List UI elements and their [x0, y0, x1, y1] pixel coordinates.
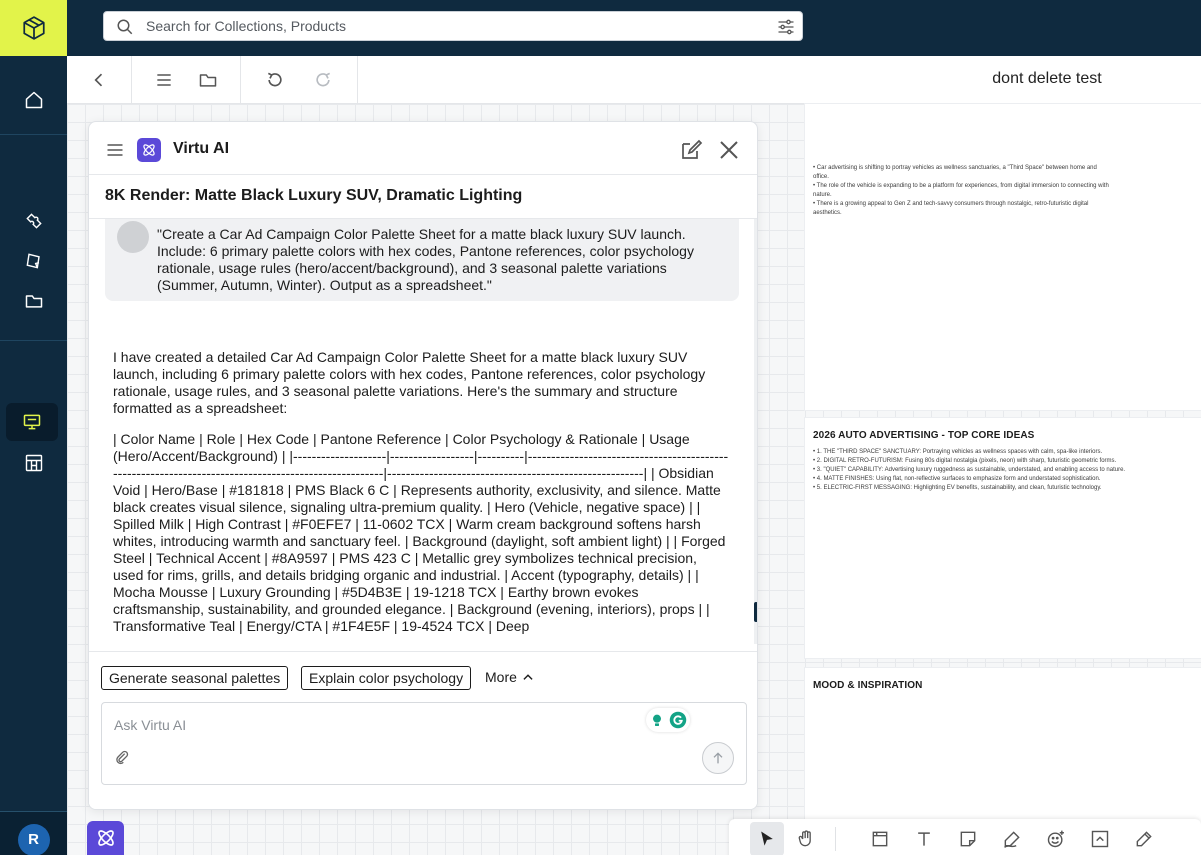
document-title[interactable]: dont delete test [992, 70, 1102, 87]
panel-footer [89, 651, 758, 810]
assistant-message-intro: I have created a detailed Car Ad Campaign Color Palette Sheet for a matte black luxury SUV launch, including 6 primary palette colors with hex codes, Pantone references, color psychology rationale, usage rules, and 3 seasonal palette variations. Here's the summary and structure formatted as a spreadsheet: [113, 349, 706, 416]
filter-sliders-icon[interactable] [776, 17, 796, 37]
grammarly-icon [669, 711, 687, 729]
image-tool[interactable] [1088, 827, 1112, 851]
back-button[interactable] [87, 68, 111, 92]
list-item: • 5. ELECTRIC-FIRST MESSAGING: Highlighting EV benefits, sustainability, and clean, futuristic technology. [813, 485, 1102, 491]
assistant-message [113, 349, 729, 649]
undo-button[interactable] [263, 68, 287, 92]
list-item: • 2. DIGITAL RETRO-FUTURISM: Fusing 80s digital nostalgia (pixels, neon) with sharp, futuristic geometric forms. [813, 458, 1117, 464]
card-bullets [813, 164, 1113, 218]
tool-divider [835, 827, 836, 851]
close-icon[interactable] [717, 138, 741, 162]
nav-puzzle[interactable] [0, 201, 67, 241]
suggestion-seasonal-palettes[interactable]: Generate seasonal palettes [101, 666, 288, 690]
conversation-title-bar [89, 175, 758, 219]
hand-icon [796, 829, 816, 849]
virtu-ai-toggle-button[interactable] [87, 821, 124, 855]
toolbar-divider [357, 56, 358, 104]
folder-icon [24, 291, 44, 311]
nav-folder[interactable] [0, 281, 67, 321]
top-bar [67, 0, 1201, 56]
redo-button[interactable] [311, 68, 335, 92]
puzzle-icon [24, 211, 44, 231]
list-item: • 4. MATTE FINISHES: Using flat, non-reflective surfaces to emphasize form and understated sophistication. [813, 476, 1101, 482]
chat-messages[interactable] [89, 219, 758, 651]
layout-grid-icon [24, 453, 44, 473]
suggestion-color-psychology[interactable]: Explain color psychology [301, 666, 471, 690]
ask-input[interactable] [114, 715, 634, 735]
list-item: • 3. "QUIET" CAPABILITY: Advertising luxury ruggedness as sustainable, understated, and enabling access to nature. [813, 467, 1126, 473]
nav-canvas[interactable] [6, 403, 58, 441]
list-item: • The role of the vehicle is expanding to be a platform for experiences, from digital immersion to connecting with nature. [813, 183, 1109, 198]
left-rail [0, 0, 67, 855]
nav-home[interactable] [0, 80, 67, 120]
pen-scribble-icon [1002, 829, 1022, 849]
scrollbar-thumb[interactable] [754, 602, 758, 622]
toolbar-divider [131, 56, 132, 104]
document-toolbar [67, 56, 1201, 104]
pan-tool[interactable] [794, 827, 818, 851]
draw-tool[interactable] [1000, 827, 1024, 851]
text-tool[interactable] [912, 827, 936, 851]
ask-box[interactable] [101, 702, 747, 785]
image-upload-icon [1090, 829, 1110, 849]
sticky-note-icon [958, 829, 978, 849]
redo-icon [313, 70, 333, 90]
search-input[interactable] [146, 16, 766, 36]
pencil-tool[interactable] [1132, 827, 1156, 851]
panel-header [89, 122, 758, 175]
undo-icon [265, 70, 285, 90]
send-button[interactable] [702, 742, 734, 774]
rail-divider [0, 340, 67, 341]
monitor-icon [22, 412, 42, 432]
chevron-left-icon [89, 70, 109, 90]
bulb-icon [649, 712, 665, 728]
list-item: • Car advertising is shifting to portray vehicles as wellness sanctuaries, a "Third Space" between home and office. [813, 165, 1097, 180]
user-menu[interactable] [0, 811, 67, 855]
select-tool[interactable] [750, 822, 784, 855]
panel-name: Virtu AI [173, 140, 230, 157]
canvas-card[interactable] [805, 418, 1201, 658]
conversation-title: 8K Render: Matte Black Luxury SUV, Dramatic Lighting [105, 187, 523, 204]
more-suggestions-button[interactable] [485, 669, 535, 685]
menu-button[interactable] [152, 68, 176, 92]
nav-grid[interactable] [0, 443, 67, 483]
ai-atom-icon [141, 142, 157, 158]
app-logo[interactable] [0, 0, 67, 56]
list-item: • 1. THE "THIRD SPACE" SANCTUARY: Portraying vehicles as wellness spaces with calm, spa-like interiors. [813, 449, 1103, 455]
frame-tool[interactable] [868, 827, 892, 851]
virtu-ai-logo [137, 138, 161, 162]
cube-icon [21, 15, 47, 41]
rail-divider [0, 134, 67, 135]
cursor-arrow-icon [757, 829, 777, 849]
list-item: • There is a growing appeal to Gen Z and tech-savvy consumers through nostalgic, retro-futuristic digital aesthetics. [813, 201, 1089, 216]
arrow-up-icon [710, 750, 726, 766]
card-heading: 2026 AUTO ADVERTISING - TOP CORE IDEAS [813, 430, 1035, 441]
assistant-message-table: | Color Name | Role | Hex Code | Pantone Reference | Color Psychology & Rationale | Usage (Hero/Accent/Background) | |--------------------|------------------|----------|-----------------------------------------------------------------------------------------------------|-------------------------------------------------------| | Obsidian Void | Hero/Base | #181818 | PMS Black 6 C | Represents authority, exclusivity, and silence. Matte black creates visual silence, signaling ultra-premium quality. | Hero (Vehicle, negative space) | | Spilled Milk | High Contrast | #F0EFE7 | 11-0602 TCX | Warm cream background softens harsh whites, introducing warmth and sanctuary feel. | Background (daylight, soft ambient light) | | Forged Steel | Technical Accent | #8A9597 | PMS 423 C | Metallic grey symbolizes technical precision, used for rims, grills, and details bridging organic and industrial. | Accent (typography, details) | | Mocha Mousse | Luxury Grounding | #5D4B3E | 19-1218 TCX | Earthy brown evokes craftsmanship, sustainability, and grounded elegance. | Background (evening, interiors), props | | Transformative Teal | Energy/CTA | #1F4E5F | 19-4524 TCX | Deep [113, 431, 729, 634]
more-label: More [485, 669, 517, 685]
frame-icon [870, 829, 890, 849]
user-message-text: "Create a Car Ad Campaign Color Palette Sheet for a matte black luxury SUV launch. Include: 6 primary palette colors with hex codes, Pantone references, color psychology rationale, usage rules (hero/accent/background), and 3 seasonal palette variations (Summer, Autumn, Winter). Output as a spreadsheet." [157, 226, 694, 293]
hamburger-icon [154, 70, 174, 90]
text-icon [914, 829, 934, 849]
emoji-tool[interactable] [1044, 827, 1068, 851]
folder-icon [198, 70, 218, 90]
home-icon [24, 90, 44, 110]
search-icon [116, 18, 134, 36]
nav-stickers[interactable] [0, 241, 67, 281]
canvas-card[interactable] [805, 104, 1201, 410]
pencil-icon [1134, 829, 1154, 849]
sticker-icon [24, 251, 44, 271]
canvas-tool-palette [729, 819, 1201, 855]
user-avatar [117, 221, 149, 253]
card-bullets [813, 448, 1193, 493]
writing-assistant-badge[interactable] [646, 708, 690, 732]
toolbar-divider [240, 56, 241, 104]
ai-atom-icon [95, 827, 117, 849]
hamburger-icon[interactable] [105, 140, 125, 160]
scrollbar[interactable] [754, 219, 758, 644]
folder-button[interactable] [196, 68, 220, 92]
chevron-up-icon [521, 670, 535, 684]
emoji-add-icon [1046, 829, 1066, 849]
new-chat-icon[interactable] [679, 138, 703, 162]
note-tool[interactable] [956, 827, 980, 851]
paperclip-icon[interactable] [114, 749, 130, 765]
virtu-ai-panel [88, 121, 758, 810]
avatar[interactable]: R [18, 824, 50, 855]
user-message [105, 219, 739, 301]
card-heading: MOOD & INSPIRATION [813, 680, 923, 691]
search-bar[interactable] [103, 11, 803, 41]
